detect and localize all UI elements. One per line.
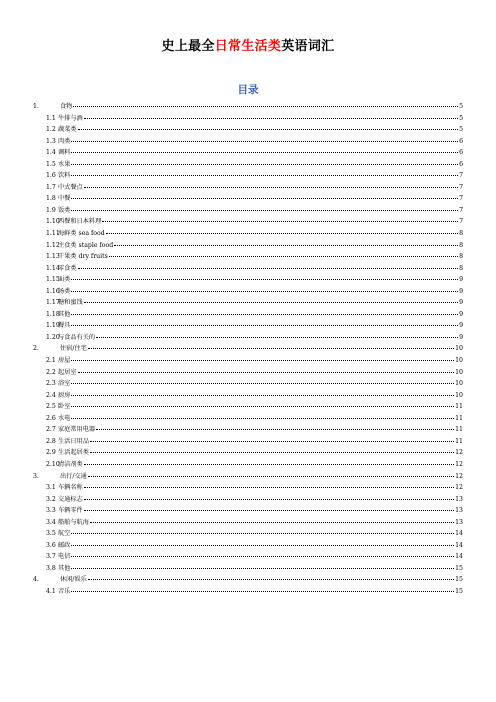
toc-dot-leader [84,187,458,188]
toc-entry[interactable] [33,147,463,159]
title-part-1: 史上最全 [161,39,215,54]
toc-entry-number: 1. [33,103,39,110]
toc-entry-label: 糖和蜜饯 [58,299,83,307]
toc-dot-leader [71,279,458,280]
toc-entry-page: 12 [455,472,463,480]
toc-entry-label: 食物 [60,103,73,110]
toc-dot-leader [71,198,458,199]
toc-entry-number: 1.5 [46,160,56,168]
toc-entry-page: 15 [455,564,463,572]
toc-entry-label: 生活日用品 [58,437,89,445]
toc-entry-label: 其他 [58,310,71,318]
toc-entry[interactable] [33,309,463,321]
toc-entry-number: 3.3 [46,507,56,515]
toc-entry[interactable] [33,343,463,355]
toc-entry-number: 1.17 [46,299,60,307]
toc-entry-number: 1.4 [46,149,56,157]
toc-entry[interactable] [33,540,463,552]
toc-entry-number: 1.14 [46,264,60,272]
toc-dot-leader [102,221,458,222]
toc-entry-page: 7 [459,218,463,226]
toc-dot-leader [84,510,454,511]
toc-dot-leader [106,233,458,234]
toc-entry-number: 1.1 [46,114,56,122]
toc-entry-page: 10 [455,357,463,365]
document-title [0,35,496,54]
toc-entry-page: 9 [459,322,463,330]
toc-entry-label: 出行/交通 [60,472,87,480]
toc-entry[interactable] [33,505,463,517]
toc-dot-leader [73,106,458,107]
toc-entry-label: 电信 [58,553,71,561]
toc-entry-page: 8 [459,253,463,261]
toc-entry-label: 牛排与酒 [58,114,83,122]
toc-entry-number: 1.10 [46,218,60,226]
toc-entry[interactable] [33,413,463,425]
toc-entry-number: 2.6 [46,414,56,422]
toc-dot-leader [78,268,459,269]
toc-entry[interactable] [33,367,463,379]
toc-entry-page: 7 [459,172,463,180]
toc-dot-leader [71,533,454,534]
toc-entry-page: 7 [459,206,463,214]
toc-entry-number: 3.5 [46,530,56,538]
toc-entry-number: 1.12 [46,241,60,249]
toc-entry[interactable] [33,170,463,182]
toc-entry-page: 11 [455,403,463,411]
toc-entry[interactable] [33,563,463,575]
toc-entry-page: 10 [455,368,463,376]
toc-dot-leader [114,245,458,246]
toc-entry[interactable] [33,182,463,194]
toc-entry-number: 2.8 [46,437,56,445]
toc-entry-page: 12 [455,449,463,457]
toc-entry[interactable] [33,286,463,298]
toc-entry-label: 汤类 [58,287,71,295]
toc-entry-page: 9 [459,287,463,295]
toc-entry-label: 住宿/住宅 [60,345,87,353]
toc-entry-label: 厨房 [58,391,71,399]
toc-entry-label: 中餐 [58,195,71,203]
toc-entry-page: 14 [455,553,463,561]
toc-entry-label: 休闲/娱乐 [60,576,87,584]
toc-entry-number: 3.6 [46,541,56,549]
toc-entry-label: 清洁剂类 [58,460,83,468]
toc-entry-page: 6 [459,137,463,145]
toc-entry-label: 海鲜类 sea food [58,230,105,238]
toc-entry-page: 10 [455,345,463,353]
toc-entry-page: 8 [459,230,463,238]
toc-dot-leader [71,141,458,142]
toc-entry[interactable] [33,297,463,309]
toc-entry-page: 7 [459,195,463,203]
toc-entry-label: 交通标志 [58,495,83,503]
toc-entry-page: 9 [459,333,463,341]
toc-dot-leader [84,302,458,303]
toc-entry-number: 1.19 [46,322,60,330]
toc-entry-label: 零食类 [58,264,77,272]
toc-dot-leader [71,210,458,211]
toc-entry-label: 西餐和日本料理 [58,218,102,226]
toc-entry[interactable] [33,447,463,459]
toc-entry-page: 15 [455,576,463,584]
toc-entry-label: 主食类 staple food [58,241,114,249]
toc-dot-leader [71,568,454,569]
toc-dot-leader [90,441,454,442]
toc-entry-label: 水果 [58,160,71,168]
toc-dot-leader [71,314,458,315]
toc-entry-label: 卧室 [58,403,71,411]
toc-heading: 目录 [237,84,259,96]
toc-entry-number: 3.7 [46,553,56,561]
toc-entry-label: 饮料 [58,172,71,180]
toc-entry-number: 2.10 [46,460,60,468]
toc-entry-number: 1.7 [46,183,56,191]
toc-entry-number: 3.4 [46,518,56,526]
toc-entry-number: 3.1 [46,484,56,492]
toc-entry[interactable] [33,551,463,563]
toc-entry-number: 3.2 [46,495,56,503]
toc-dot-leader [84,118,458,119]
toc-entry-page: 12 [455,460,463,468]
toc-entry[interactable] [33,390,463,402]
toc-entry-number: 1.9 [46,206,56,214]
toc-entry-number: 1.8 [46,195,56,203]
toc-entry-page: 5 [459,126,463,134]
toc-entry-number: 1.6 [46,172,56,180]
toc-entry-label: 房屋 [58,357,71,365]
toc-entry[interactable] [33,401,463,413]
toc-entry[interactable] [33,436,463,448]
title-part-2: 英语词汇 [281,39,335,54]
toc-entry-number: 1.18 [46,310,60,318]
toc-entry-page: 10 [455,391,463,399]
toc-dot-leader [90,522,454,523]
toc-entry-label: 浴室 [58,380,71,388]
toc-dot-leader [78,129,459,130]
toc-dot-leader [88,476,454,477]
toc-dot-leader [71,418,454,419]
toc-dot-leader [71,325,458,326]
toc-entry-page: 10 [455,380,463,388]
toc-entry-label: 水电 [58,414,71,422]
toc-entry-page: 11 [455,414,463,422]
toc-entry-number: 2.1 [46,357,56,365]
toc-entry-label: 航空 [58,530,71,538]
toc-entry-number: 1.2 [46,126,56,134]
toc-entry-label: 肉类 [58,137,71,145]
toc-dot-leader [71,360,454,361]
toc-entry-number: 2.4 [46,391,56,399]
toc-entry-number: 4.1 [46,587,56,595]
toc-entry-label: 起居室 [58,368,77,376]
toc-entry[interactable] [33,136,463,148]
toc-entry[interactable] [33,193,463,205]
toc-entry-label: 生活起居类 [58,449,89,457]
toc-dot-leader [71,164,458,165]
toc-entry-label: 音乐 [58,587,71,595]
toc-entry[interactable] [33,205,463,217]
toc-entry[interactable] [33,216,463,228]
toc-dot-leader [71,406,454,407]
toc-dot-leader [96,337,458,338]
toc-entry[interactable] [33,378,463,390]
toc-entry-label: 蔬菜类 [58,126,77,134]
toc-entry[interactable] [33,113,463,125]
toc-dot-leader [88,348,454,349]
toc-entry-page: 9 [459,299,463,307]
toc-entry-label: 餐具 [58,322,71,330]
toc-entry[interactable] [33,459,463,471]
toc-entry[interactable] [33,263,463,275]
toc-entry-page: 15 [455,587,463,595]
toc-dot-leader [88,579,454,580]
toc-dot-leader [71,591,454,592]
toc-entry[interactable] [33,124,463,136]
toc-entry-number: 2.7 [46,426,56,434]
toc-entry[interactable] [33,228,463,240]
toc-entry-number: 2.2 [46,368,56,376]
toc-entry-number: 4. [33,576,39,584]
toc-entry-number: 1.16 [46,287,60,295]
toc-dot-leader [71,291,458,292]
toc-entry[interactable] [33,251,463,263]
toc-entry-page: 14 [455,541,463,549]
toc-entry[interactable] [33,482,463,494]
toc-dot-leader [96,429,454,430]
toc-entry-page: 13 [455,507,463,515]
toc-dot-leader [84,464,454,465]
toc-entry[interactable] [33,494,463,506]
toc-entry-number: 1.3 [46,137,56,145]
toc-entry-label: 其他 [58,564,71,572]
toc-dot-leader [90,452,454,453]
toc-entry-page: 7 [459,183,463,191]
toc-entry-page: 13 [455,495,463,503]
toc-entry-number: 2.3 [46,380,56,388]
toc-entry[interactable] [33,240,463,252]
title-highlight: 日常生活类 [214,39,282,54]
toc-entry-number: 1.20 [46,333,60,341]
toc-entry-number: 3.8 [46,564,56,572]
toc-entry-label: 饭类 [58,206,71,214]
toc-entry-page: 13 [455,518,463,526]
toc-entry-page: 14 [455,530,463,538]
toc-dot-leader [84,487,454,488]
toc-entry-label: 干果类 dry fruits [58,253,108,261]
toc-entry[interactable] [33,320,463,332]
toc-dot-leader [84,499,454,500]
toc-entry-page: 11 [455,437,463,445]
toc-entry[interactable] [33,424,463,436]
toc-entry-number: 3. [33,472,39,480]
toc-dot-leader [78,372,455,373]
toc-entry-number: 1.11 [46,230,60,238]
toc-entry-page: 6 [459,149,463,157]
toc-entry[interactable] [33,159,463,171]
toc-entry[interactable] [33,528,463,540]
toc-entry-page: 11 [455,426,463,434]
toc-entry-label: 调料 [58,149,71,157]
toc-entry-page: 5 [459,114,463,122]
toc-entry-page: 12 [455,484,463,492]
toc-dot-leader [71,395,454,396]
toc-entry-page: 8 [459,241,463,249]
toc-entry-label: 面类 [58,276,71,284]
toc-entry-label: 中式餐点 [58,183,83,191]
toc-entry-page: 5 [459,103,463,110]
toc-entry-page: 6 [459,160,463,168]
toc-entry-page: 8 [459,264,463,272]
toc-entry[interactable] [33,274,463,286]
toc-dot-leader [109,256,458,257]
toc-entry[interactable] [33,574,463,586]
toc-entry[interactable] [33,517,463,529]
toc-entry[interactable] [33,471,463,483]
toc-entry-number: 1.15 [46,276,60,284]
toc-entry[interactable] [33,586,463,598]
toc-entry-page: 9 [459,276,463,284]
toc-dot-leader [71,556,454,557]
toc-dot-leader [71,175,458,176]
table-of-contents [33,101,463,598]
toc-entry[interactable] [33,332,463,344]
toc-dot-leader [71,383,454,384]
toc-entry-label: 船舶与航海 [58,518,89,526]
toc-entry[interactable] [33,101,463,113]
toc-entry-number: 2. [33,345,39,353]
toc-entry-number: 2.5 [46,403,56,411]
toc-dot-leader [71,152,458,153]
toc-entry-label: 车辆零件 [58,507,83,515]
toc-entry-label: 与食品有关的 [58,333,96,341]
toc-entry-number: 2.9 [46,449,56,457]
toc-entry-label: 车辆名称 [58,484,83,492]
toc-entry-number: 1.13 [46,253,60,261]
toc-entry-label: 邮政 [58,541,71,549]
toc-entry[interactable] [33,355,463,367]
toc-entry-page: 9 [459,310,463,318]
toc-dot-leader [71,545,454,546]
toc-entry-label: 家庭常用电器 [58,426,96,434]
